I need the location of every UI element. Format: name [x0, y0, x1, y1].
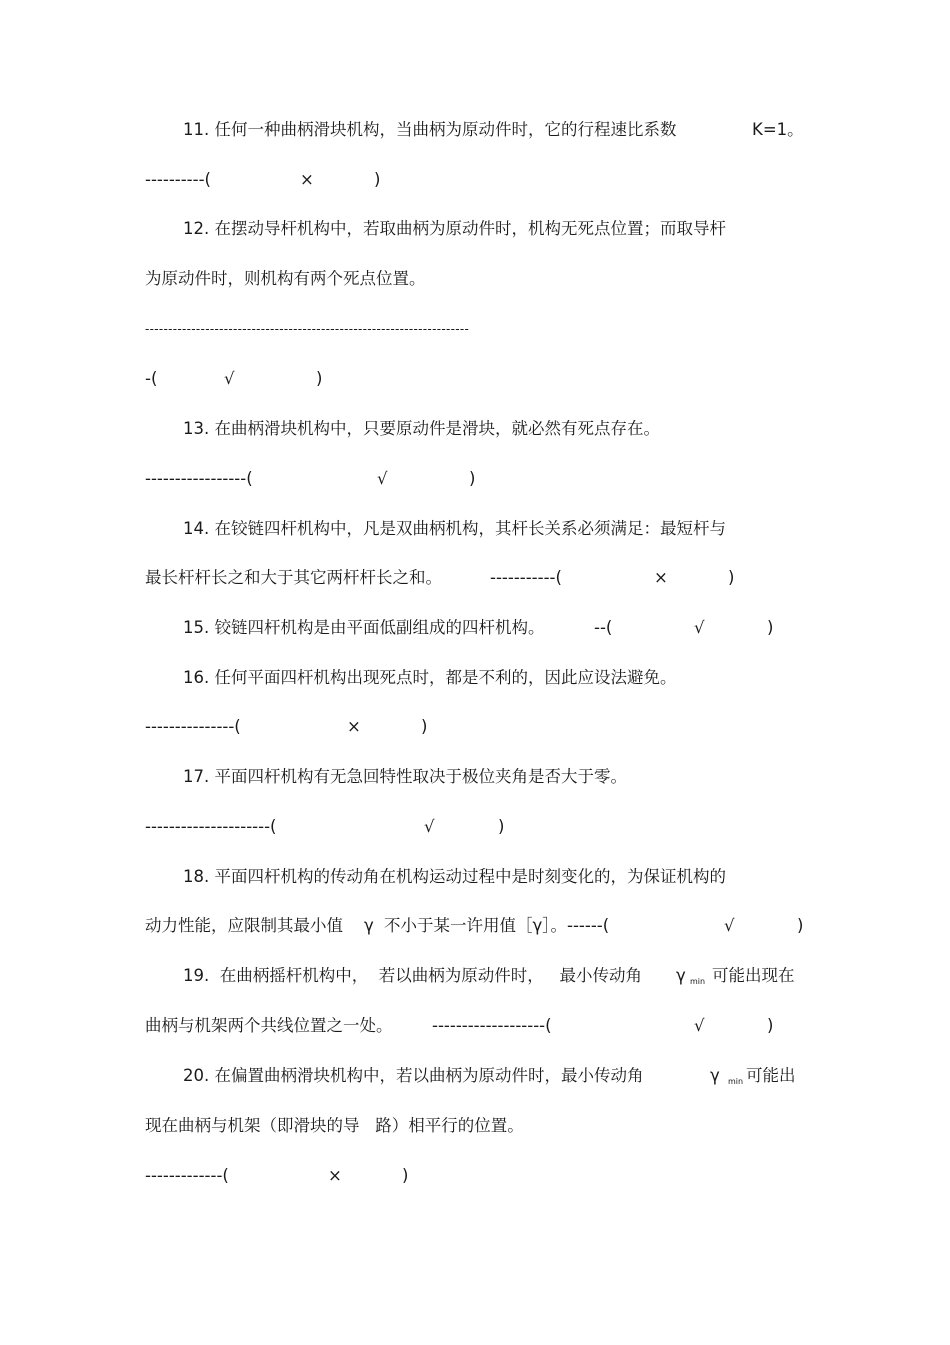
q19-gamma-subscript: min: [690, 977, 706, 986]
q14-text-line2: 最长杆杆长之和大于其它两杆杆长之和。: [145, 568, 442, 587]
q13-dashes: -----------------(: [145, 469, 253, 488]
q20-text-line2: 现在曲柄与机架（即滑块的导 路）相平行的位置。: [145, 1116, 524, 1135]
q18-answer-mark: √: [724, 916, 735, 935]
q18-close-paren: ): [797, 916, 804, 935]
q16-answer-mark: ×: [347, 717, 361, 736]
q15-close-paren: ): [767, 618, 774, 637]
q12-text-line1: 12. 在摆动导杆机构中，若取曲柄为原动件时，机构无死点位置；而取导杆: [183, 219, 726, 238]
q14-text-line1: 14. 在铰链四杆机构中，凡是双曲柄机构，其杆长关系必须满足：最短杆与: [183, 519, 726, 538]
q20-dashes: -------------(: [145, 1166, 229, 1185]
q12-answer-mark: √: [224, 369, 235, 388]
q20-gamma-subscript: min: [728, 1077, 744, 1086]
q11-text: 11. 任何一种曲柄滑块机构，当曲柄为原动件时，它的行程速比系数: [183, 120, 677, 139]
q15-dashes: --(: [594, 618, 613, 637]
q13-close-paren: ): [469, 469, 476, 488]
q18-gamma-symbol: γ: [364, 916, 374, 935]
q19-dashes: -------------------(: [432, 1016, 552, 1035]
q16-text: 16. 任何平面四杆机构出现死点时，都是不利的，因此应设法避免。: [183, 668, 677, 687]
q18-text-line2b: 不小于某一许用值［γ］。------(: [384, 916, 610, 935]
q20-text-line1b: 可能出: [746, 1066, 796, 1085]
q13-text: 13. 在曲柄滑块机构中，只要原动件是滑块，就必然有死点存在。: [183, 419, 660, 438]
q20-answer-mark: ×: [328, 1166, 342, 1185]
q11-close-paren: ): [374, 170, 381, 189]
q17-answer-mark: √: [424, 817, 435, 836]
q12-dashes-line: ----------------------------------------------------------------------: [145, 322, 470, 336]
q16-dashes: ---------------(: [145, 717, 241, 736]
q12-close-paren: ): [316, 369, 323, 388]
q11-tail: K=1。: [752, 120, 804, 139]
q17-text: 17. 平面四杆机构有无急回特性取决于极位夹角是否大于零。: [183, 767, 627, 786]
q15-answer-mark: √: [694, 618, 705, 637]
q18-text-line1: 18. 平面四杆机构的传动角在机构运动过程中是时刻变化的，为保证机构的: [183, 867, 726, 886]
q14-close-paren: ): [728, 568, 735, 587]
q20-text-line1: 20. 在偏置曲柄滑块机构中，若以曲柄为原动件时，最小传动角: [183, 1066, 644, 1085]
q19-gamma-symbol: γ: [676, 966, 686, 985]
q19-text-line1b: 可能出现在: [712, 966, 795, 985]
q12-dashes: -(: [145, 369, 158, 388]
q16-close-paren: ): [421, 717, 428, 736]
q15-text: 15. 铰链四杆机构是由平面低副组成的四杆机构。: [183, 618, 545, 637]
q12-text-line2: 为原动件时，则机构有两个死点位置。: [145, 269, 426, 288]
q14-answer-mark: ×: [654, 568, 668, 587]
q18-text-line2: 动力性能，应限制其最小值: [145, 916, 343, 935]
q17-dashes: ---------------------(: [145, 817, 277, 836]
q20-gamma-symbol: γ: [710, 1066, 720, 1085]
q19-text-line2: 曲柄与机架两个共线位置之一处。: [145, 1016, 393, 1035]
q14-dashes: -----------(: [490, 568, 562, 587]
q11-dashes: ----------(: [145, 170, 211, 189]
q13-answer-mark: √: [377, 469, 388, 488]
q17-close-paren: ): [498, 817, 505, 836]
q19-text-line1: 19. 在曲柄摇杆机构中， 若以曲柄为原动件时， 最小传动角: [183, 966, 642, 985]
q11-answer-mark: ×: [300, 170, 314, 189]
q19-answer-mark: √: [694, 1016, 705, 1035]
q20-close-paren: ): [402, 1166, 409, 1185]
q19-close-paren: ): [767, 1016, 774, 1035]
